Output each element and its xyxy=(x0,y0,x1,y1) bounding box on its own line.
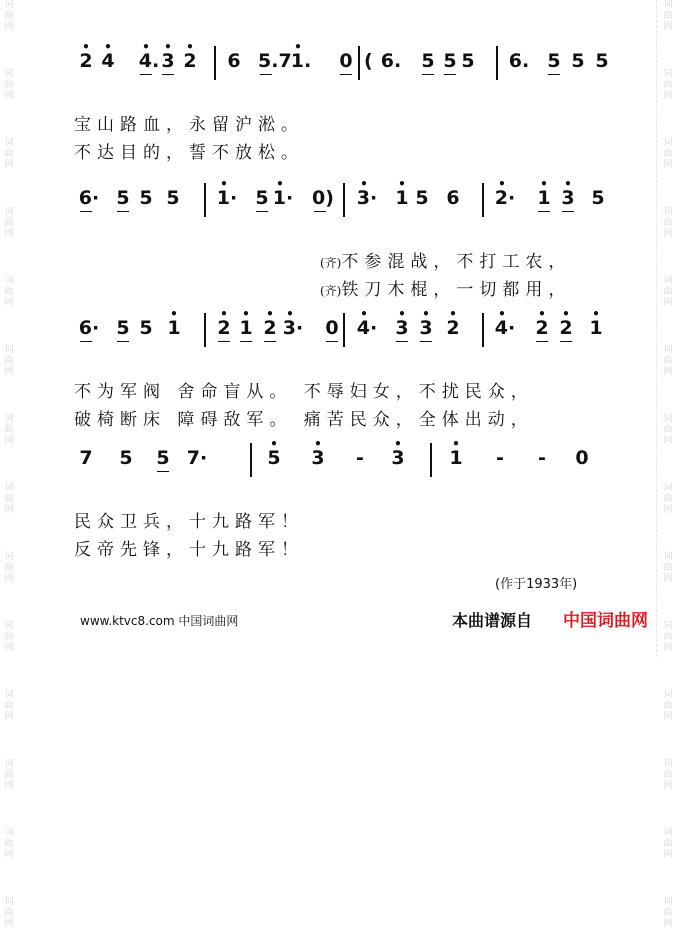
note: 1 • xyxy=(449,437,463,469)
note: 5 xyxy=(254,187,270,209)
lyric-line xyxy=(0,110,681,135)
duration-underline xyxy=(240,341,252,343)
bar-line xyxy=(250,443,252,477)
brand-logo[interactable]: 中国词曲网 xyxy=(563,611,648,631)
note: 0 xyxy=(338,50,354,72)
paren: ( xyxy=(364,50,373,72)
duration-underline xyxy=(140,74,152,76)
octave-dot: • xyxy=(538,307,546,321)
octave-dot: • xyxy=(394,437,402,451)
site-url[interactable]: www.ktvc8.com 中国词曲网 xyxy=(80,614,239,628)
note: 2 • xyxy=(183,40,197,72)
duration-underline xyxy=(80,341,92,343)
duration-underline xyxy=(538,211,550,213)
note: 5 • xyxy=(267,437,281,469)
watermark-text: 词 曲 网 xyxy=(4,414,14,446)
watermark-text: 词 曲 网 xyxy=(663,897,673,929)
bar-line xyxy=(204,183,206,217)
bar-line xyxy=(214,46,216,80)
note: 1 • xyxy=(589,307,603,339)
watermark-text: 词 曲 网 xyxy=(4,207,14,239)
octave-dot: • xyxy=(276,177,284,191)
octave-dot: • xyxy=(104,40,112,54)
lyric-text xyxy=(320,247,571,272)
octave-dot: • xyxy=(498,307,506,321)
watermark-text: 词 曲 网 xyxy=(663,690,673,722)
octave-dot: • xyxy=(398,177,406,191)
watermark-text: 词 曲 网 xyxy=(4,621,14,653)
note: 3 • xyxy=(391,437,405,469)
bar-line xyxy=(430,443,432,477)
note: 5 xyxy=(166,187,180,209)
lyric-line xyxy=(0,138,681,163)
duration-underline xyxy=(314,211,326,213)
note: 5 xyxy=(119,447,133,469)
watermark-text: 词 曲 网 xyxy=(663,138,673,170)
note: 2 • xyxy=(534,317,550,339)
lyric-words: 不为军阀 舍命盲从。 不辱妇女，不扰民众， xyxy=(74,382,534,402)
octave-dot: • xyxy=(286,307,294,321)
watermark-text: 词 曲 网 xyxy=(663,69,673,101)
watermark-text: 词 曲 网 xyxy=(663,414,673,446)
note: 3· • xyxy=(282,307,304,339)
note: 0 xyxy=(575,447,589,469)
bar-line xyxy=(358,46,360,80)
duration-underline xyxy=(536,341,548,343)
notation-line xyxy=(0,435,681,475)
lyric-line xyxy=(0,247,681,272)
bar-line xyxy=(482,183,484,217)
duration-underline xyxy=(117,341,129,343)
watermark-text: 词 曲 网 xyxy=(663,207,673,239)
duration-underline xyxy=(80,211,92,213)
watermark-text: 词 曲 网 xyxy=(663,759,673,791)
watermark-text: 词 曲 网 xyxy=(663,621,673,653)
chorus-marker: (齐) xyxy=(320,284,342,298)
bar-line xyxy=(343,183,345,217)
duration-underline xyxy=(560,341,572,343)
note: 5 xyxy=(546,50,562,72)
note: 2 • xyxy=(558,317,574,339)
note: - xyxy=(496,447,504,469)
note: 1 • xyxy=(238,317,254,339)
watermark-text: 词 曲 网 xyxy=(663,552,673,584)
octave-dot: • xyxy=(562,307,570,321)
note: 6 xyxy=(227,50,241,72)
duration-underline xyxy=(260,74,272,76)
note: 4· • xyxy=(494,307,516,339)
note: 2· • xyxy=(494,177,516,209)
octave-dot: • xyxy=(314,437,322,451)
duration-underline xyxy=(218,341,230,343)
bar-line xyxy=(204,313,206,347)
note: 1 • xyxy=(167,307,181,339)
octave-dot: • xyxy=(294,40,302,54)
note: 5 xyxy=(420,50,436,72)
note: 6. xyxy=(508,50,530,72)
note: 1 • xyxy=(536,187,552,209)
note: - xyxy=(356,447,364,469)
lyric-words: 不参混战，不打工农， xyxy=(341,252,572,272)
watermark-text: 词 曲 网 xyxy=(663,345,673,377)
octave-dot: • xyxy=(540,177,548,191)
bar-line xyxy=(482,313,484,347)
note: 2 • xyxy=(216,317,232,339)
octave-dot: • xyxy=(360,177,368,191)
note: 0 xyxy=(324,317,340,339)
note: 5 xyxy=(591,187,605,209)
octave-dot: • xyxy=(498,177,506,191)
duration-underline xyxy=(157,471,169,473)
note: 5 xyxy=(139,187,153,209)
duration-underline xyxy=(256,211,268,213)
octave-dot: • xyxy=(270,437,278,451)
octave-dot: • xyxy=(564,177,572,191)
octave-dot: • xyxy=(452,437,460,451)
note: 2 • xyxy=(446,307,460,339)
source-label: 本曲谱源自 xyxy=(452,611,533,630)
note: 5 xyxy=(595,50,609,72)
watermark-text: 词 曲 网 xyxy=(4,897,14,929)
note: 0) xyxy=(312,187,334,209)
lyric-text xyxy=(74,377,534,402)
watermark-text: 词 曲 网 xyxy=(663,276,673,308)
duration-underline xyxy=(264,341,276,343)
notation-line xyxy=(0,38,681,78)
note: 5 xyxy=(442,50,458,72)
notation-line xyxy=(0,305,681,345)
octave-dot: • xyxy=(142,40,150,54)
octave-dot: • xyxy=(266,307,274,321)
note: 5 xyxy=(571,50,585,72)
octave-dot: • xyxy=(398,307,406,321)
watermark-text: 词 曲 网 xyxy=(4,138,14,170)
watermark-text: 词 曲 网 xyxy=(4,69,14,101)
watermark-text: 词 曲 网 xyxy=(663,483,673,515)
note: 3 • xyxy=(560,187,576,209)
duration-underline xyxy=(422,74,434,76)
lyric-text xyxy=(320,275,571,300)
duration-underline xyxy=(162,74,174,76)
note: 7 xyxy=(79,447,93,469)
note: 4. • xyxy=(138,50,160,72)
note: 5 xyxy=(139,317,153,339)
duration-underline xyxy=(444,74,456,76)
watermark-text: 词 曲 网 xyxy=(4,276,14,308)
note: 7· xyxy=(186,447,208,469)
bar-line xyxy=(496,46,498,80)
year-note: (作于1933年) xyxy=(495,577,578,592)
note: 1 • xyxy=(395,177,409,209)
octave-dot: • xyxy=(220,307,228,321)
note: 1· • xyxy=(216,177,238,209)
bar-line xyxy=(343,313,345,347)
duration-underline xyxy=(340,74,352,76)
lyric-words: 铁刀木棍，一切都用， xyxy=(341,280,572,300)
lyric-line xyxy=(0,507,681,532)
lyric-words: 不达目的，誓不放松。 xyxy=(74,143,304,163)
duration-underline xyxy=(396,341,408,343)
watermark-text: 词 曲 网 xyxy=(4,690,14,722)
octave-dot: • xyxy=(449,307,457,321)
watermark-text: 词 曲 网 xyxy=(4,345,14,377)
octave-dot: • xyxy=(242,307,250,321)
watermark-text: 词 曲 网 xyxy=(4,552,14,584)
note: 6· xyxy=(78,187,100,209)
note: 3 • xyxy=(418,317,434,339)
watermark-text: 词 曲 网 xyxy=(663,828,673,860)
octave-dot: • xyxy=(186,40,194,54)
note: 2 • xyxy=(79,40,93,72)
notation-line xyxy=(0,175,681,215)
octave-dot: • xyxy=(360,307,368,321)
lyric-words: 破椅断床 障碍敌军。 痛苦民众，全体出动， xyxy=(74,410,534,430)
note: 5 xyxy=(115,317,131,339)
lyric-text xyxy=(74,138,304,163)
note: 4 • xyxy=(101,40,115,72)
octave-dot: • xyxy=(82,40,90,54)
note: 1· • xyxy=(272,177,294,209)
octave-dot: • xyxy=(220,177,228,191)
note: 5 xyxy=(115,187,131,209)
duration-underline xyxy=(420,341,432,343)
lyric-text xyxy=(74,110,304,135)
note: 5 xyxy=(155,447,171,469)
note: 1. • xyxy=(290,40,312,72)
note: 3 • xyxy=(160,50,176,72)
lyric-line xyxy=(0,535,681,560)
lyric-text xyxy=(74,535,304,560)
duration-underline xyxy=(326,341,338,343)
octave-dot: • xyxy=(164,40,172,54)
watermark-text: 词 曲 网 xyxy=(663,0,673,32)
note: - xyxy=(538,447,546,469)
lyric-line xyxy=(0,377,681,402)
note: 5 xyxy=(461,50,475,72)
octave-dot: • xyxy=(422,307,430,321)
octave-dot: • xyxy=(592,307,600,321)
watermark-text: 词 曲 网 xyxy=(4,483,14,515)
duration-underline xyxy=(548,74,560,76)
lyric-text xyxy=(74,507,304,532)
duration-underline xyxy=(562,211,574,213)
watermark-text: 词 曲 网 xyxy=(4,0,14,32)
note: 6 xyxy=(446,187,460,209)
duration-underline xyxy=(117,211,129,213)
note: 5.7 xyxy=(258,50,280,72)
note: 3 • xyxy=(311,437,325,469)
note: 3 • xyxy=(394,317,410,339)
watermark-text: 词 曲 网 xyxy=(4,828,14,860)
note: 5 xyxy=(415,187,429,209)
lyric-text xyxy=(74,405,534,430)
note: 6. xyxy=(380,50,402,72)
note: 6· xyxy=(78,317,100,339)
note: 3· • xyxy=(356,177,378,209)
chorus-marker: (齐) xyxy=(320,256,342,270)
lyric-words: 宝山路血，永留沪淞。 xyxy=(74,115,304,135)
watermark-text: 词 曲 网 xyxy=(4,759,14,791)
lyric-words: 民众卫兵，十九路军！ xyxy=(74,512,304,532)
lyric-line xyxy=(0,275,681,300)
lyric-words: 反帝先锋，十九路军！ xyxy=(74,540,304,560)
octave-dot: • xyxy=(170,307,178,321)
note: 2 • xyxy=(262,317,278,339)
note: 4· • xyxy=(356,307,378,339)
